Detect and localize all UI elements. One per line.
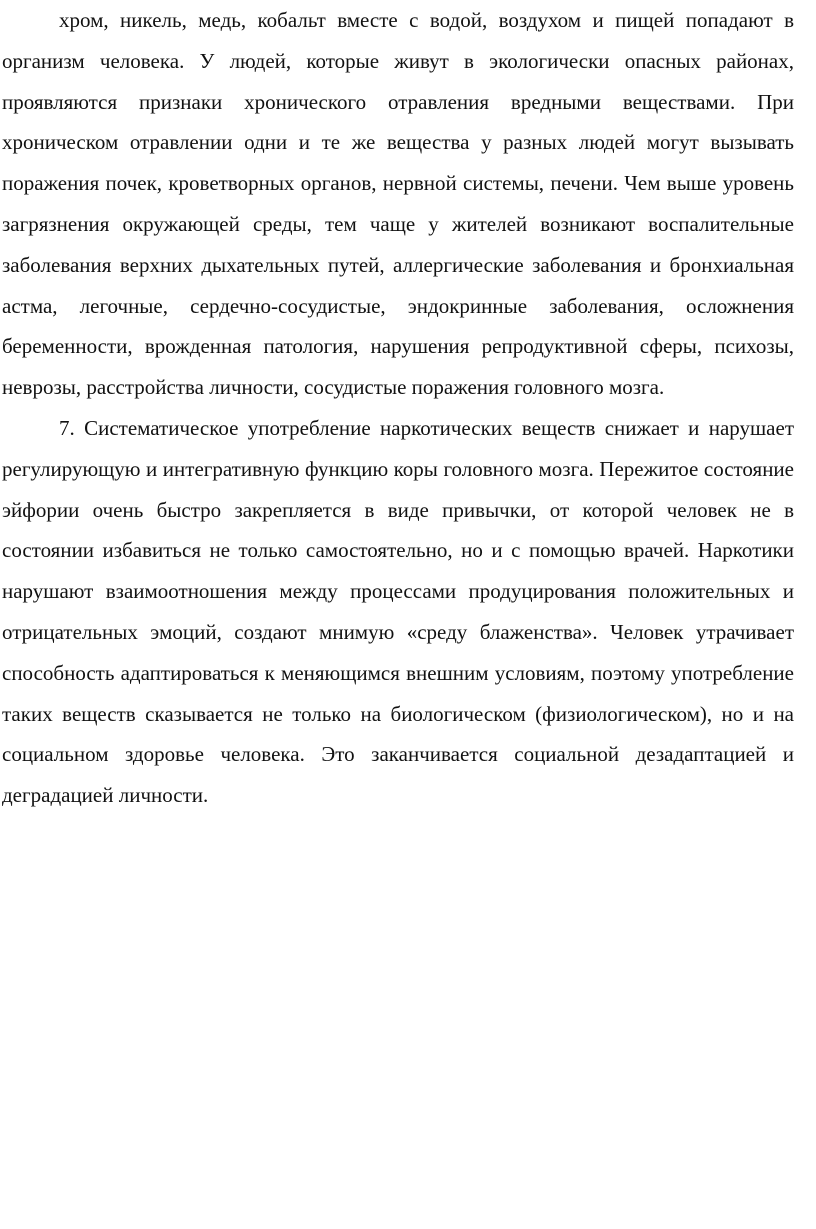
- paragraph-item-7: 7. Систематическое употребление наркотических веществ снижает и нарушает регулирующую и интегративную функцию коры головного мозга. Пережитое состояние эйфории очень быстро закрепляется в виде привычки, от которой человек не в состоянии избавиться не только самостоятельно, но и с помощью врачей. Наркотики нарушают взаимоотношения между процессами продуцирования положительных и отрицательных эмоций, создают мнимую «среду блаженства». Человек утрачивает способность адаптироваться к меняющимся внешним условиям, поэтому употребление таких веществ сказывается не только на биологическом (физиологическом), но и на социальном здоровье человека. Это заканчивается социальной дезадаптацией и деградацией личности.: [2, 415, 794, 808]
- paragraph-continuation: хром, никель, медь, кобальт вместе с водой, воздухом и пищей попадают в организм человека. У людей, которые живут в экологически опасных районах, проявляются признаки хронического отравления вредными веществами. При хроническом отравлении одни и те же вещества у разных людей могут вызывать поражения почек, кроветворных органов, нервной системы, печени. Чем выше уровень загрязнения окружающей среды, тем чаще у жителей возникают воспалительные заболевания верхних дыхательных путей, аллергические заболевания и бронхиальная астма, легочные, сердечно-сосудистые, эндокринные заболевания, осложнения беременности, врожденная патология, нарушения репродуктивной сферы, психозы, неврозы, расстройства личности, сосудистые поражения головного мозга.: [2, 8, 794, 400]
- document-body: [2, 0, 794, 816]
